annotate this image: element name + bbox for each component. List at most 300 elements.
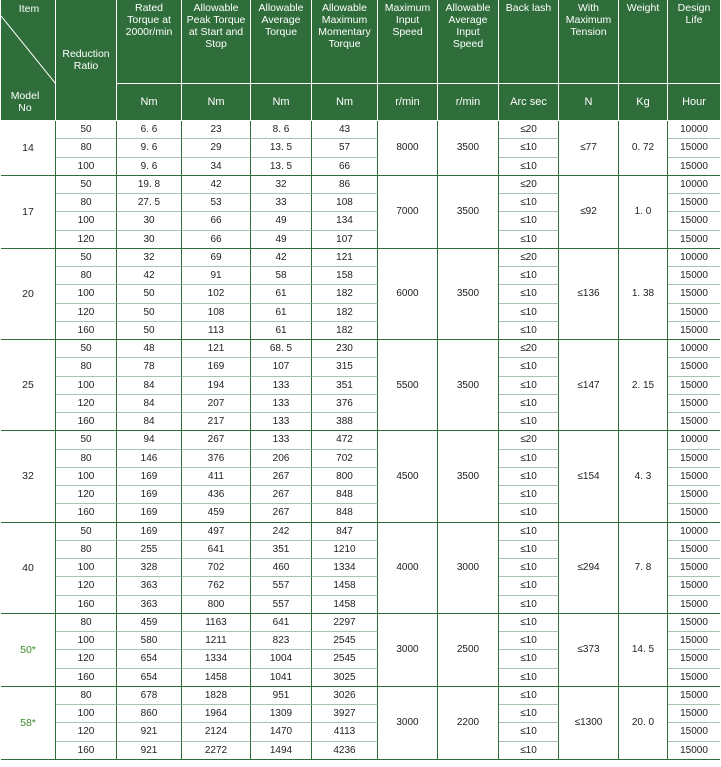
momentary-torque-cell: 848 <box>312 504 378 522</box>
peak-torque-cell: 102 <box>182 285 251 303</box>
ratio-cell: 80 <box>56 687 117 705</box>
ratio-cell: 100 <box>56 705 117 723</box>
design-life-cell: 15000 <box>668 212 720 230</box>
table-row <box>1 687 720 705</box>
design-life-cell: 10000 <box>668 523 720 541</box>
design-life-cell: 15000 <box>668 723 720 741</box>
peak-torque-cell: 29 <box>182 139 251 157</box>
weight-cell: 14. 5 <box>619 614 668 687</box>
ratio-cell: 50 <box>56 121 117 139</box>
peak-torque-cell: 53 <box>182 194 251 212</box>
model-number-cell: 25 <box>1 340 56 431</box>
average-torque-cell: 133 <box>251 395 312 413</box>
peak-torque-cell: 91 <box>182 267 251 285</box>
design-life-cell: 15000 <box>668 304 720 322</box>
avg-input-speed-cell: 3000 <box>438 523 499 614</box>
momentary-torque-cell: 43 <box>312 121 378 139</box>
weight-cell: 7. 8 <box>619 523 668 614</box>
backlash-cell: ≤10 <box>499 413 559 431</box>
momentary-torque-cell: 1458 <box>312 577 378 595</box>
rated-torque-cell: 30 <box>117 231 182 249</box>
backlash-cell: ≤10 <box>499 267 559 285</box>
ratio-cell: 100 <box>56 468 117 486</box>
model-number-cell: 40 <box>1 523 56 614</box>
design-life-cell: 15000 <box>668 742 720 760</box>
unit-tension: N <box>559 84 619 121</box>
unit-design-life: Hour <box>668 84 720 121</box>
rated-torque-cell: 654 <box>117 669 182 687</box>
momentary-torque-cell: 108 <box>312 194 378 212</box>
design-life-cell: 15000 <box>668 139 720 157</box>
ratio-cell: 120 <box>56 395 117 413</box>
peak-torque-cell: 641 <box>182 541 251 559</box>
rated-torque-cell: 328 <box>117 559 182 577</box>
average-torque-cell: 13. 5 <box>251 158 312 176</box>
rated-torque-cell: 169 <box>117 486 182 504</box>
col-header-momentary-torque: Allowable Maximum Momentary Torque <box>312 0 378 84</box>
rated-torque-cell: 169 <box>117 468 182 486</box>
table-body <box>1 121 720 760</box>
ratio-cell: 160 <box>56 504 117 522</box>
rated-torque-cell: 363 <box>117 577 182 595</box>
rated-torque-cell: 50 <box>117 285 182 303</box>
model-no-label: Model No <box>10 90 40 114</box>
average-torque-cell: 61 <box>251 285 312 303</box>
rated-torque-cell: 30 <box>117 212 182 230</box>
tension-cell: ≤136 <box>559 249 619 340</box>
backlash-cell: ≤10 <box>499 523 559 541</box>
backlash-cell: ≤10 <box>499 559 559 577</box>
average-torque-cell: 61 <box>251 322 312 340</box>
ratio-cell: 80 <box>56 267 117 285</box>
rated-torque-cell: 169 <box>117 504 182 522</box>
average-torque-cell: 33 <box>251 194 312 212</box>
model-number-cell: 20 <box>1 249 56 340</box>
design-life-cell: 15000 <box>668 377 720 395</box>
ratio-cell: 120 <box>56 723 117 741</box>
item-model-header <box>1 0 56 121</box>
ratio-cell: 120 <box>56 650 117 668</box>
max-input-speed-cell: 3000 <box>378 614 438 687</box>
average-torque-cell: 641 <box>251 614 312 632</box>
avg-input-speed-cell: 3500 <box>438 176 499 249</box>
tension-cell: ≤92 <box>559 176 619 249</box>
design-life-cell: 15000 <box>668 541 720 559</box>
table-row <box>1 176 720 194</box>
momentary-torque-cell: 4113 <box>312 723 378 741</box>
design-life-cell: 15000 <box>668 395 720 413</box>
backlash-cell: ≤10 <box>499 486 559 504</box>
average-torque-cell: 823 <box>251 632 312 650</box>
col-header-tension: With Maximum Tension <box>559 0 619 84</box>
design-life-cell: 15000 <box>668 669 720 687</box>
momentary-torque-cell: 1334 <box>312 559 378 577</box>
rated-torque-cell: 50 <box>117 322 182 340</box>
ratio-cell: 100 <box>56 285 117 303</box>
momentary-torque-cell: 4236 <box>312 742 378 760</box>
average-torque-cell: 58 <box>251 267 312 285</box>
model-number-cell: 50* <box>1 614 56 687</box>
design-life-cell: 15000 <box>668 285 720 303</box>
average-torque-cell: 1494 <box>251 742 312 760</box>
peak-torque-cell: 34 <box>182 158 251 176</box>
backlash-cell: ≤10 <box>499 158 559 176</box>
max-input-speed-cell: 4500 <box>378 431 438 522</box>
average-torque-cell: 951 <box>251 687 312 705</box>
average-torque-cell: 206 <box>251 450 312 468</box>
unit-avg-input-speed: r/min <box>438 84 499 121</box>
rated-torque-cell: 921 <box>117 723 182 741</box>
model-number-cell: 32 <box>1 431 56 522</box>
average-torque-cell: 267 <box>251 486 312 504</box>
ratio-cell: 120 <box>56 486 117 504</box>
unit-rated-torque: Nm <box>117 84 182 121</box>
avg-input-speed-cell: 2500 <box>438 614 499 687</box>
average-torque-cell: 133 <box>251 431 312 449</box>
peak-torque-cell: 702 <box>182 559 251 577</box>
backlash-cell: ≤10 <box>499 212 559 230</box>
momentary-torque-cell: 1210 <box>312 541 378 559</box>
avg-input-speed-cell: 2200 <box>438 687 499 760</box>
momentary-torque-cell: 1458 <box>312 596 378 614</box>
rated-torque-cell: 50 <box>117 304 182 322</box>
peak-torque-cell: 762 <box>182 577 251 595</box>
ratio-cell: 100 <box>56 559 117 577</box>
backlash-cell: ≤20 <box>499 431 559 449</box>
momentary-torque-cell: 315 <box>312 358 378 376</box>
momentary-torque-cell: 3927 <box>312 705 378 723</box>
momentary-torque-cell: 182 <box>312 304 378 322</box>
backlash-cell: ≤10 <box>499 450 559 468</box>
peak-torque-cell: 66 <box>182 212 251 230</box>
col-header-weight: Weight <box>619 0 668 84</box>
ratio-cell: 100 <box>56 158 117 176</box>
ratio-cell: 50 <box>56 176 117 194</box>
peak-torque-cell: 217 <box>182 413 251 431</box>
peak-torque-cell: 66 <box>182 231 251 249</box>
design-life-cell: 15000 <box>668 468 720 486</box>
spec-table <box>1 0 720 760</box>
peak-torque-cell: 108 <box>182 304 251 322</box>
average-torque-cell: 32 <box>251 176 312 194</box>
momentary-torque-cell: 134 <box>312 212 378 230</box>
backlash-cell: ≤10 <box>499 541 559 559</box>
design-life-cell: 10000 <box>668 121 720 139</box>
design-life-cell: 15000 <box>668 231 720 249</box>
average-torque-cell: 557 <box>251 596 312 614</box>
peak-torque-cell: 459 <box>182 504 251 522</box>
peak-torque-cell: 1458 <box>182 669 251 687</box>
rated-torque-cell: 459 <box>117 614 182 632</box>
rated-torque-cell: 169 <box>117 523 182 541</box>
ratio-cell: 80 <box>56 139 117 157</box>
table-row <box>1 121 720 139</box>
rated-torque-cell: 255 <box>117 541 182 559</box>
backlash-cell: ≤10 <box>499 395 559 413</box>
table-row <box>1 523 720 541</box>
model-number-cell: 14 <box>1 121 56 176</box>
momentary-torque-cell: 472 <box>312 431 378 449</box>
item-label: Item <box>18 3 40 15</box>
backlash-cell: ≤10 <box>499 285 559 303</box>
average-torque-cell: 1470 <box>251 723 312 741</box>
rated-torque-cell: 6. 6 <box>117 121 182 139</box>
design-life-cell: 15000 <box>668 486 720 504</box>
rated-torque-cell: 42 <box>117 267 182 285</box>
backlash-cell: ≤10 <box>499 614 559 632</box>
momentary-torque-cell: 158 <box>312 267 378 285</box>
backlash-cell: ≤10 <box>499 632 559 650</box>
backlash-cell: ≤20 <box>499 249 559 267</box>
rated-torque-cell: 146 <box>117 450 182 468</box>
max-input-speed-cell: 7000 <box>378 176 438 249</box>
ratio-cell: 160 <box>56 596 117 614</box>
momentary-torque-cell: 3025 <box>312 669 378 687</box>
peak-torque-cell: 23 <box>182 121 251 139</box>
design-life-cell: 15000 <box>668 687 720 705</box>
momentary-torque-cell: 2297 <box>312 614 378 632</box>
ratio-cell: 160 <box>56 669 117 687</box>
momentary-torque-cell: 351 <box>312 377 378 395</box>
rated-torque-cell: 654 <box>117 650 182 668</box>
weight-cell: 20. 0 <box>619 687 668 760</box>
backlash-cell: ≤20 <box>499 176 559 194</box>
backlash-cell: ≤10 <box>499 304 559 322</box>
average-torque-cell: 49 <box>251 231 312 249</box>
ratio-cell: 120 <box>56 304 117 322</box>
ratio-cell: 160 <box>56 413 117 431</box>
design-life-cell: 15000 <box>668 194 720 212</box>
ratio-cell: 50 <box>56 340 117 358</box>
peak-torque-cell: 207 <box>182 395 251 413</box>
avg-input-speed-cell: 3500 <box>438 121 499 176</box>
peak-torque-cell: 113 <box>182 322 251 340</box>
rated-torque-cell: 9. 6 <box>117 158 182 176</box>
design-life-cell: 15000 <box>668 705 720 723</box>
momentary-torque-cell: 230 <box>312 340 378 358</box>
design-life-cell: 15000 <box>668 158 720 176</box>
design-life-cell: 10000 <box>668 176 720 194</box>
backlash-cell: ≤10 <box>499 139 559 157</box>
tension-cell: ≤1300 <box>559 687 619 760</box>
avg-input-speed-cell: 3500 <box>438 249 499 340</box>
peak-torque-cell: 1828 <box>182 687 251 705</box>
rated-torque-cell: 84 <box>117 377 182 395</box>
unit-peak-torque: Nm <box>182 84 251 121</box>
peak-torque-cell: 1211 <box>182 632 251 650</box>
peak-torque-cell: 1964 <box>182 705 251 723</box>
rated-torque-cell: 48 <box>117 340 182 358</box>
table-row <box>1 249 720 267</box>
average-torque-cell: 133 <box>251 413 312 431</box>
design-life-cell: 15000 <box>668 559 720 577</box>
model-number-cell: 58* <box>1 687 56 760</box>
average-torque-cell: 1041 <box>251 669 312 687</box>
ratio-cell: 100 <box>56 212 117 230</box>
design-life-cell: 10000 <box>668 431 720 449</box>
average-torque-cell: 351 <box>251 541 312 559</box>
col-header-rated-torque: Rated Torque at 2000r/min <box>117 0 182 84</box>
momentary-torque-cell: 847 <box>312 523 378 541</box>
max-input-speed-cell: 5500 <box>378 340 438 431</box>
design-life-cell: 10000 <box>668 340 720 358</box>
weight-cell: 0. 72 <box>619 121 668 176</box>
peak-torque-cell: 69 <box>182 249 251 267</box>
peak-torque-cell: 411 <box>182 468 251 486</box>
momentary-torque-cell: 66 <box>312 158 378 176</box>
design-life-cell: 15000 <box>668 413 720 431</box>
ratio-cell: 120 <box>56 577 117 595</box>
backlash-cell: ≤10 <box>499 377 559 395</box>
backlash-cell: ≤10 <box>499 705 559 723</box>
momentary-torque-cell: 107 <box>312 231 378 249</box>
backlash-cell: ≤10 <box>499 742 559 760</box>
table-row <box>1 431 720 449</box>
design-life-cell: 15000 <box>668 358 720 376</box>
rated-torque-cell: 678 <box>117 687 182 705</box>
rated-torque-cell: 27. 5 <box>117 194 182 212</box>
momentary-torque-cell: 376 <box>312 395 378 413</box>
peak-torque-cell: 436 <box>182 486 251 504</box>
rated-torque-cell: 9. 6 <box>117 139 182 157</box>
max-input-speed-cell: 6000 <box>378 249 438 340</box>
weight-cell: 1. 38 <box>619 249 668 340</box>
peak-torque-cell: 121 <box>182 340 251 358</box>
backlash-cell: ≤10 <box>499 322 559 340</box>
ratio-cell: 80 <box>56 450 117 468</box>
average-torque-cell: 460 <box>251 559 312 577</box>
average-torque-cell: 42 <box>251 249 312 267</box>
peak-torque-cell: 497 <box>182 523 251 541</box>
design-life-cell: 15000 <box>668 650 720 668</box>
max-input-speed-cell: 4000 <box>378 523 438 614</box>
peak-torque-cell: 194 <box>182 377 251 395</box>
peak-torque-cell: 42 <box>182 176 251 194</box>
rated-torque-cell: 363 <box>117 596 182 614</box>
backlash-cell: ≤10 <box>499 231 559 249</box>
average-torque-cell: 68. 5 <box>251 340 312 358</box>
average-torque-cell: 1309 <box>251 705 312 723</box>
peak-torque-cell: 800 <box>182 596 251 614</box>
ratio-cell: 80 <box>56 614 117 632</box>
design-life-cell: 15000 <box>668 577 720 595</box>
momentary-torque-cell: 702 <box>312 450 378 468</box>
backlash-cell: ≤10 <box>499 194 559 212</box>
backlash-cell: ≤10 <box>499 687 559 705</box>
ratio-cell: 160 <box>56 742 117 760</box>
ratio-cell: 50 <box>56 523 117 541</box>
average-torque-cell: 49 <box>251 212 312 230</box>
avg-input-speed-cell: 3500 <box>438 431 499 522</box>
momentary-torque-cell: 848 <box>312 486 378 504</box>
average-torque-cell: 267 <box>251 468 312 486</box>
rated-torque-cell: 84 <box>117 395 182 413</box>
unit-average-torque: Nm <box>251 84 312 121</box>
design-life-cell: 15000 <box>668 632 720 650</box>
design-life-cell: 15000 <box>668 504 720 522</box>
peak-torque-cell: 2124 <box>182 723 251 741</box>
header-row <box>1 0 720 84</box>
momentary-torque-cell: 57 <box>312 139 378 157</box>
max-input-speed-cell: 3000 <box>378 687 438 760</box>
unit-backlash: Arc sec <box>499 84 559 121</box>
backlash-cell: ≤10 <box>499 723 559 741</box>
backlash-cell: ≤10 <box>499 504 559 522</box>
tension-cell: ≤373 <box>559 614 619 687</box>
backlash-cell: ≤10 <box>499 358 559 376</box>
design-life-cell: 15000 <box>668 322 720 340</box>
backlash-cell: ≤20 <box>499 121 559 139</box>
average-torque-cell: 13. 5 <box>251 139 312 157</box>
rated-torque-cell: 580 <box>117 632 182 650</box>
design-life-cell: 15000 <box>668 614 720 632</box>
backlash-cell: ≤10 <box>499 596 559 614</box>
avg-input-speed-cell: 3500 <box>438 340 499 431</box>
average-torque-cell: 133 <box>251 377 312 395</box>
peak-torque-cell: 169 <box>182 358 251 376</box>
momentary-torque-cell: 2545 <box>312 632 378 650</box>
momentary-torque-cell: 388 <box>312 413 378 431</box>
rated-torque-cell: 78 <box>117 358 182 376</box>
tension-cell: ≤147 <box>559 340 619 431</box>
col-header-peak-torque: Allowable Peak Torque at Start and Stop <box>182 0 251 84</box>
unit-max-input-speed: r/min <box>378 84 438 121</box>
average-torque-cell: 107 <box>251 358 312 376</box>
ratio-cell: 120 <box>56 231 117 249</box>
peak-torque-cell: 267 <box>182 431 251 449</box>
col-header-design-life: Design Life <box>668 0 720 84</box>
average-torque-cell: 61 <box>251 304 312 322</box>
model-number-cell: 17 <box>1 176 56 249</box>
backlash-cell: ≤10 <box>499 669 559 687</box>
momentary-torque-cell: 182 <box>312 322 378 340</box>
design-life-cell: 10000 <box>668 249 720 267</box>
backlash-cell: ≤10 <box>499 650 559 668</box>
rated-torque-cell: 32 <box>117 249 182 267</box>
col-header-max-input-speed: Maximum Input Speed <box>378 0 438 84</box>
average-torque-cell: 267 <box>251 504 312 522</box>
momentary-torque-cell: 121 <box>312 249 378 267</box>
ratio-cell: 50 <box>56 431 117 449</box>
peak-torque-cell: 1163 <box>182 614 251 632</box>
weight-cell: 2. 15 <box>619 340 668 431</box>
ratio-cell: 80 <box>56 358 117 376</box>
backlash-cell: ≤20 <box>499 340 559 358</box>
momentary-torque-cell: 2545 <box>312 650 378 668</box>
rated-torque-cell: 94 <box>117 431 182 449</box>
backlash-cell: ≤10 <box>499 577 559 595</box>
ratio-cell: 80 <box>56 194 117 212</box>
weight-cell: 1. 0 <box>619 176 668 249</box>
momentary-torque-cell: 3026 <box>312 687 378 705</box>
col-header-average-torque: Allowable Average Torque <box>251 0 312 84</box>
col-header-avg-input-speed: Allowable Average Input Speed <box>438 0 499 84</box>
average-torque-cell: 1004 <box>251 650 312 668</box>
tension-cell: ≤294 <box>559 523 619 614</box>
ratio-cell: 100 <box>56 377 117 395</box>
col-header-backlash: Back lash <box>499 0 559 84</box>
peak-torque-cell: 1334 <box>182 650 251 668</box>
rated-torque-cell: 921 <box>117 742 182 760</box>
peak-torque-cell: 376 <box>182 450 251 468</box>
unit-weight: Kg <box>619 84 668 121</box>
ratio-cell: 100 <box>56 632 117 650</box>
average-torque-cell: 557 <box>251 577 312 595</box>
design-life-cell: 15000 <box>668 450 720 468</box>
design-life-cell: 15000 <box>668 596 720 614</box>
ratio-cell: 80 <box>56 541 117 559</box>
ratio-cell: 50 <box>56 249 117 267</box>
